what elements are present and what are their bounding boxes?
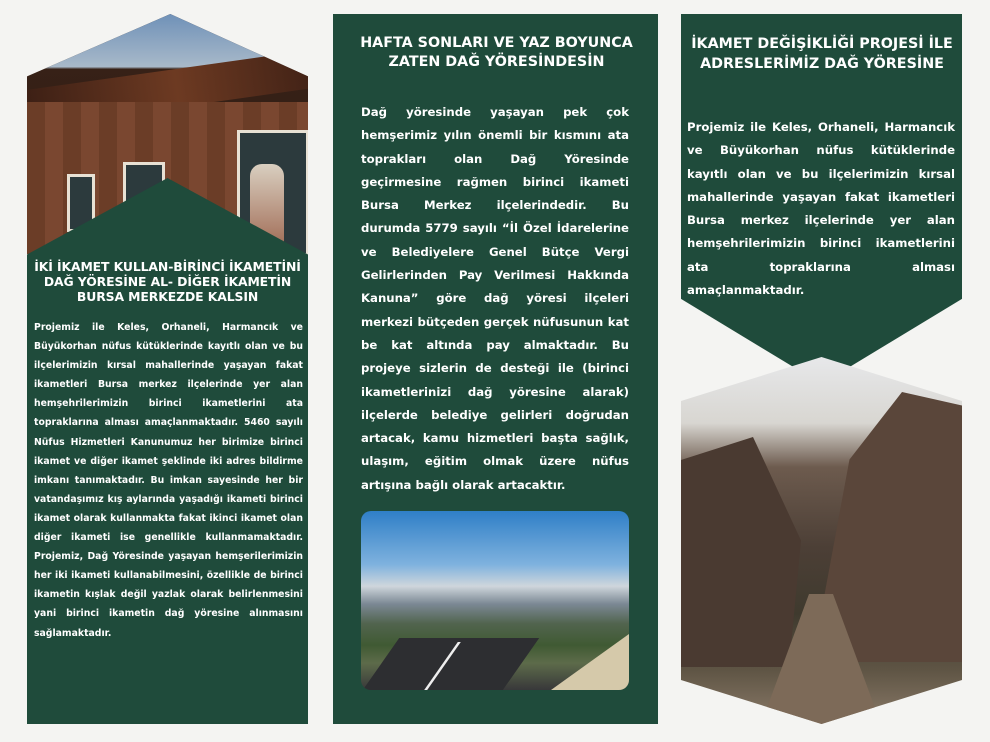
middle-panel-title: HAFTA SONLARI VE YAZ BOYUNCA ZATEN DAĞ YÖRESİNDESİN xyxy=(360,35,633,70)
right-panel-title: İKAMET DEĞİŞİKLİĞİ PROJESİ İLE ADRESLERİMİZ DAĞ YÖRESİNE xyxy=(691,36,953,72)
middle-panel-text: Dağ yöresinde yaşayan pek çok hemşerimiz yılın önemli bir kısmını ata toprakları olan Dağ Yöresinde geçirmesine rağmen birinci ikameti Bursa Merkez ilçelerindedir. Bu durumda 5779 sayılı “İl Özel İdarelerine ve Belediyelere Genel Bütçe Vergi Gelirlerinden Pay Verilmesi Hakkında Kanuna” göre dağ yöresi ilçeleri merkezi bütçeden gerçek nüfusunun kat be kat altında pay almaktadır. Bu projeye sizlerin de desteği ile (birinci ikametlerinizi dağ yöresine alarak) ilçelerde belediye gelirleri doğrudan artacak, kamu hizmetleri başta sağlık, ulaşım, eğitim olmak üzere nüfus artışına bağlı olarak artacaktır. xyxy=(361,105,629,492)
left-panel-text: Projemiz ile Keles, Orhaneli, Harmancık ve Büyükorhan nüfus kütüklerinde kayıtlı olan ve bu ilçelerimizin kırsal mahallerinde yaşayan fakat ikametleri Bursa merkez ilçelerinde yer alan hemşehrilerimizin birinci ikametlerini ata topraklarına alması amaçlanmaktadır. 5460 sayılı Nüfus Hizmetleri Kanunumuz her birimize birinci ikamet ve diğer ikamet şeklinde iki adres bildirme imkanı tanımaktadır. Bu imkan sayesinde her bir vatandaşımız kış aylarında yaşadığı ikameti birinci ikamet olarak kullanmakta fakat ikinci ikamet olan diğer ikameti ise genellikle kullanmamaktadır. Projemiz, Dağ Yöresinde yaşayan hemşerilerimizin her iki ikameti kullanabilmesini, özellikle de birinci ikametin kışlak değil yazlak olarak belirlenmesini yani birinci ikametin dağ yöresine alınmasını sağlamaktadır. xyxy=(34,322,303,639)
right-panel-text: Projemiz ile Keles, Orhaneli, Harmancık ve Büyükorhan nüfus kütüklerinde kayıtlı olan ve bu ilçelerimizin kırsal mahallerinde yaşayan fakat ikametleri Bursa merkez ilçelerinde yer alan hemşehrilerimizin birinci ikametlerini ata topraklarına alması amaçlanmaktadır. xyxy=(687,120,955,298)
road xyxy=(363,638,539,690)
canyon-cliff-left xyxy=(681,437,801,667)
canyon-photo xyxy=(681,357,962,724)
left-panel-title: İKİ İKAMET KULLAN-BİRİNCİ İKAMETİNİ DAĞ YÖRESİNE AL- DİĞER İKAMETİN BURSA MERKEZDE KALSIN xyxy=(34,259,301,304)
mountain-road-photo xyxy=(361,511,629,690)
